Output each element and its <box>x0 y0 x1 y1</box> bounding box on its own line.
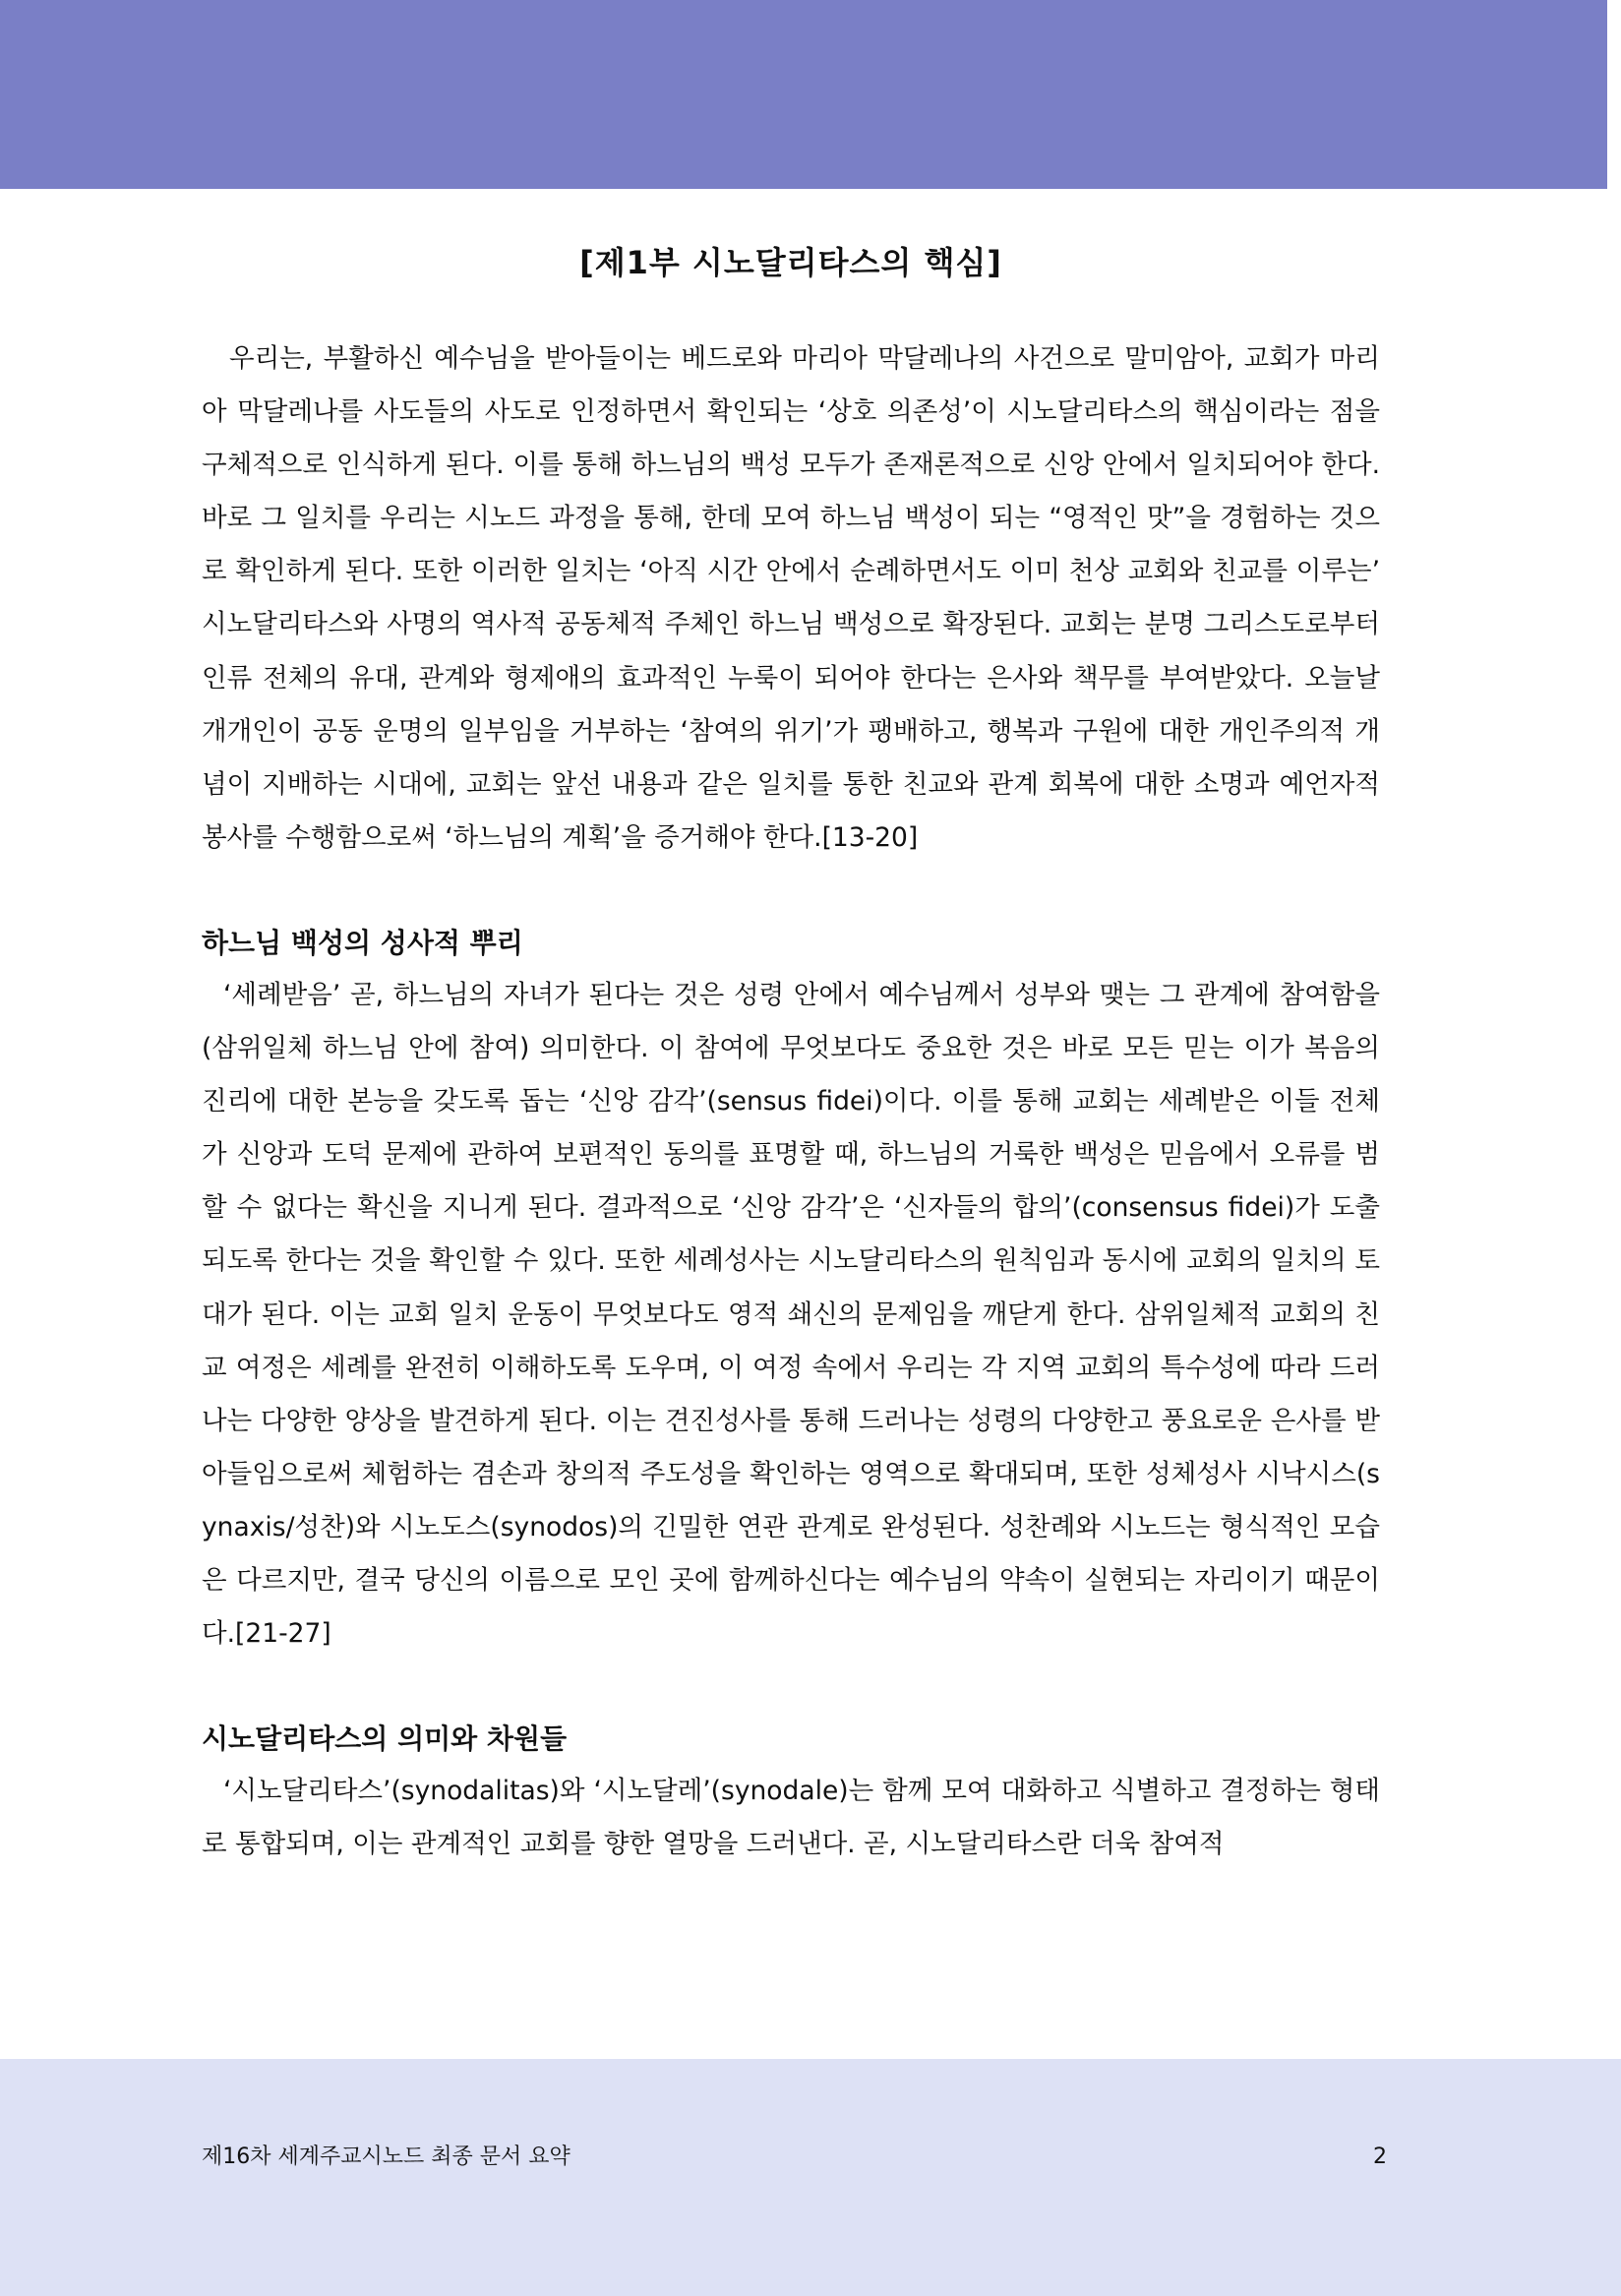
footer-document-title: 제16차 세계주교시노드 최종 문서 요약 <box>202 2145 570 2169</box>
intro-paragraph: 우리는, 부활하신 예수님을 받아들이는 베드로와 마리아 막달레나의 사건으로 말미암아, 교회가 마리아 막달레나를 사도들의 사도로 인정하면서 확인되는 ‘상호 의존성’이 시노달리타스의 핵심이라는 점을 구체적으로 인식하게 된다. 이를 통해 하느님의 백성 모두가 존재론적으로 신앙 안에서 일치되어야 한다. 바로 그 일치를 우리는 시노드 과정을 통해, 한데 모여 하느님 백성이 되는 “영적인 맛”을 경험하는 것으로 확인하게 된다. 또한 이러한 일치는 ‘아직 시간 안에서 순례하면서도 이미 천상 교회와 친교를 이루는’ 시노달리타스와 사명의 역사적 공동체적 주체인 하느님 백성으로 확장된다. 교회는 분명 그리스도로부터 인류 전체의 유대, 관계와 형제애의 효과적인 누룩이 되어야 한다는 은사와 책무를 부여받았다. 오늘날 개개인이 공동 운명의 일부임을 거부하는 ‘참여의 위기’가 팽배하고, 행복과 구원에 대한 개인주의적 개념이 지배하는 시대에, 교회는 앞선 내용과 같은 일치를 통한 친교와 관계 회복에 대한 소명과 예언자적 봉사를 수행함으로써 ‘하느님의 계획’을 증거해야 한다.[13-20] <box>202 343 1380 853</box>
page-title: [제1부 시노달리타스의 핵심] <box>579 244 1002 281</box>
header-band <box>0 0 1607 189</box>
section-meaning-dimensions <box>202 1714 1380 1871</box>
page-content <box>202 228 1380 1871</box>
section-heading: 하느님 백성의 성사적 뿌리 <box>202 926 523 959</box>
page-number: 2 <box>1373 2145 1387 2169</box>
footer-band <box>0 2059 1621 2296</box>
section-paragraph: ‘시노달리타스’(synodalitas)와 ‘시노달레’(synodale)는 함께 모여 대화하고 식별하고 결정하는 형태로 통합되며, 이는 관계적인 교회를 향한 열망을 드러낸다. 곧, 시노달리타스란 더욱 참여적 <box>202 1776 1380 1860</box>
section-paragraph: ‘세례받음’ 곧, 하느님의 자녀가 된다는 것은 성령 안에서 예수님께서 성부와 맺는 그 관계에 참여함을(삼위일체 하느님 안에 참여) 의미한다. 이 참여에 무엇보다도 중요한 것은 바로 모든 믿는 이가 복음의 진리에 대한 본능을 갖도록 돕는 ‘신앙 감각’(sensus fidei)이다. 이를 통해 교회는 세례받은 이들 전체가 신앙과 도덕 문제에 관하여 보편적인 동의를 표명할 때, 하느님의 거룩한 백성은 믿음에서 오류를 범할 수 없다는 확신을 지니게 된다. 결과적으로 ‘신앙 감각’은 ‘신자들의 합의’(consensus fidei)가 도출되도록 한다는 것을 확인할 수 있다. 또한 세례성사는 시노달리타스의 원칙임과 동시에 교회의 일치의 토대가 된다. 이는 교회 일치 운동이 무엇보다도 영적 쇄신의 문제임을 깨닫게 한다. 삼위일체적 교회의 친교 여정은 세례를 완전히 이해하도록 도우며, 이 여정 속에서 우리는 각 지역 교회의 특수성에 따라 드러나는 다양한 양상을 발견하게 된다. 이는 견진성사를 통해 드러나는 성령의 다양한고 풍요로운 은사를 받아들임으로써 체험하는 겸손과 창의적 주도성을 확인하는 영역으로 확대되며, 또한 성체성사 시낙시스(synaxis/성찬)와 시노도스(synodos)의 긴밀한 연관 관계로 완성된다. 성찬례와 시노드는 형식적인 모습은 다르지만, 결국 당신의 이름으로 모인 곳에 함께하신다는 예수님의 약속이 실현되는 자리이기 때문이다.[21-27] <box>202 979 1380 1650</box>
section-sacramental-roots <box>202 918 1380 1661</box>
section-heading: 시노달리타스의 의미와 차원들 <box>202 1722 568 1756</box>
